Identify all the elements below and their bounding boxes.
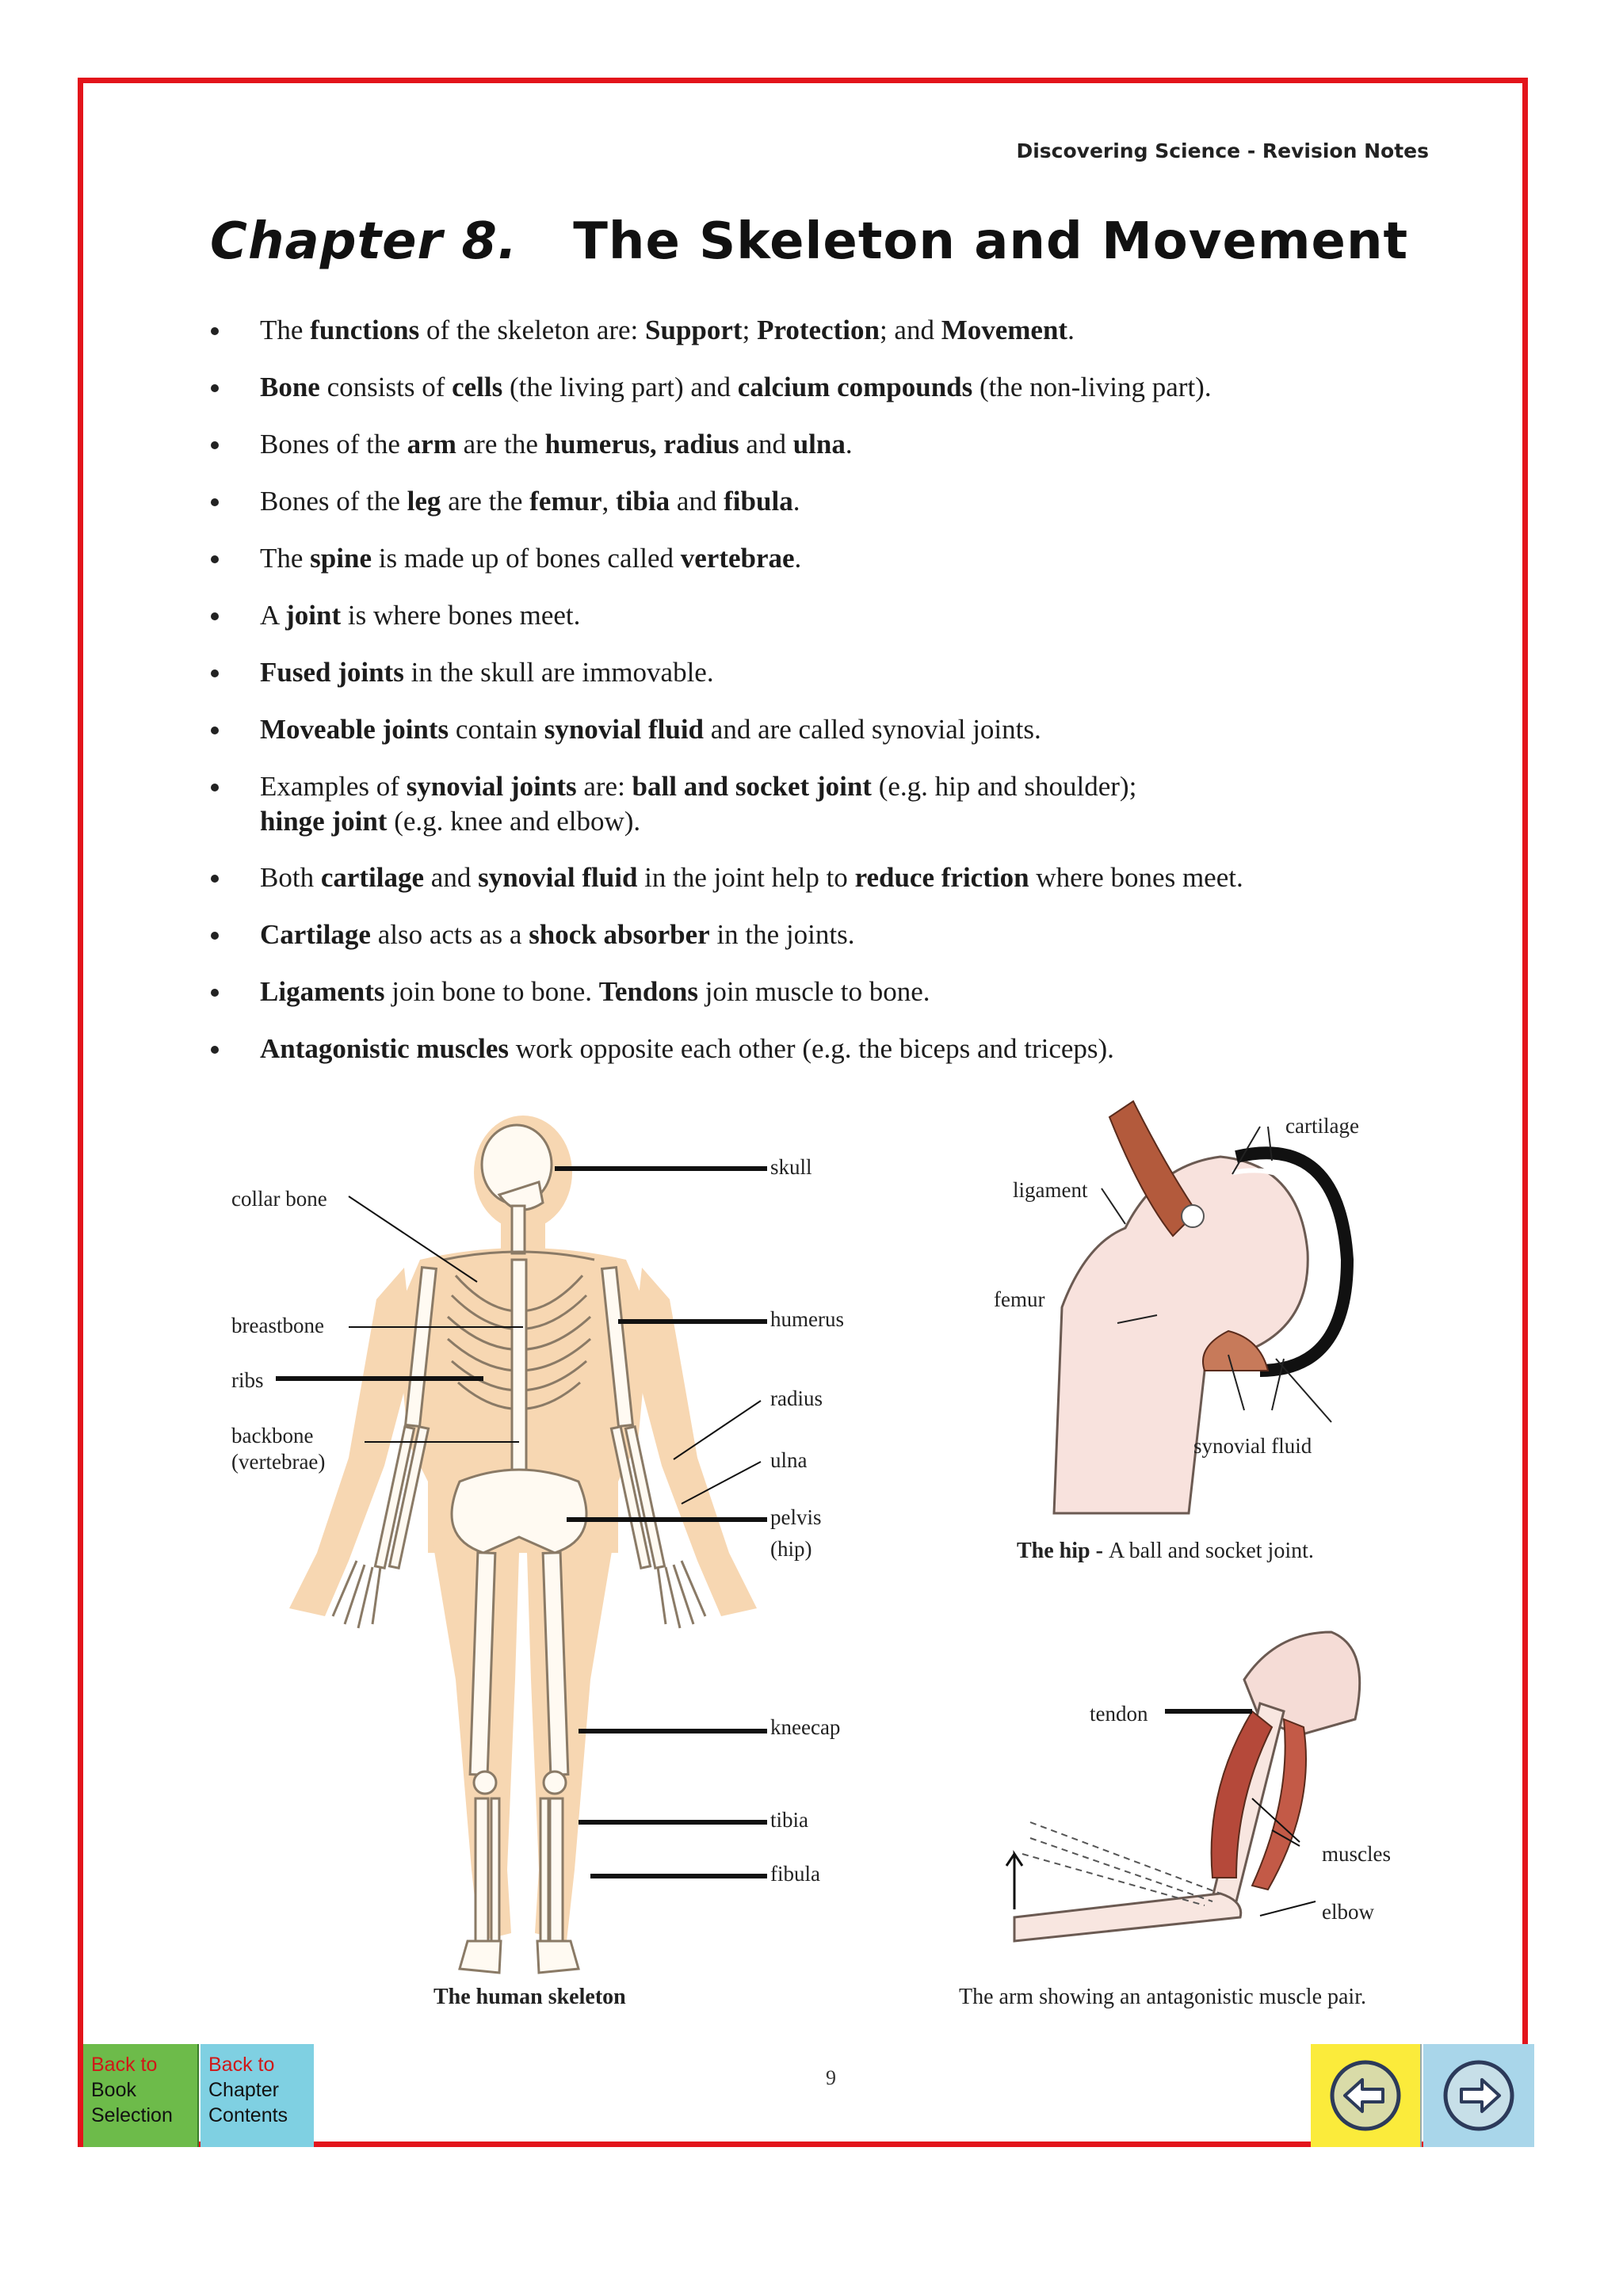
note-item: Fused joints in the skull are immovable. bbox=[204, 655, 1441, 712]
next-page-button[interactable] bbox=[1423, 2044, 1534, 2147]
previous-page-button[interactable] bbox=[1311, 2044, 1422, 2147]
label-vertebrae: (vertebrae) bbox=[231, 1450, 326, 1474]
note-item: Examples of synovial joints are: ball and socket joint (e.g. hip and shoulder); hinge joint (e.g. knee and elbow). bbox=[204, 769, 1441, 860]
page-number: 9 bbox=[826, 2066, 836, 2089]
note-item: Bone consists of cells (the living part) and calcium compounds (the non-living part). bbox=[204, 370, 1441, 427]
label-kneecap: kneecap bbox=[770, 1715, 841, 1739]
note-item: Antagonistic muscles work opposite each other (e.g. the biceps and triceps). bbox=[204, 1032, 1441, 1089]
revision-notes-list bbox=[204, 313, 1441, 1089]
arrow-right-icon bbox=[1441, 2058, 1517, 2134]
label-backbone: backbone bbox=[231, 1424, 314, 1447]
label-muscles: muscles bbox=[1322, 1842, 1391, 1866]
label-ribs: ribs bbox=[231, 1368, 264, 1392]
chapter-name: The Skeleton and Movement bbox=[573, 212, 1409, 271]
chapter-number: Chapter 8. bbox=[210, 212, 518, 271]
chapter-button-line1: Back to bbox=[208, 2054, 275, 2076]
label-synovial-fluid: synovial fluid bbox=[1193, 1434, 1312, 1458]
note-item: A joint is where bones meet. bbox=[204, 598, 1441, 655]
label-radius: radius bbox=[770, 1386, 823, 1410]
label-femur: femur bbox=[994, 1287, 1045, 1311]
caption-arm: The arm showing an antagonistic muscle pair. bbox=[959, 1985, 1366, 2009]
label-cartilage: cartilage bbox=[1285, 1114, 1359, 1138]
label-tendon: tendon bbox=[1090, 1702, 1148, 1726]
caption-hip: The hip - A ball and socket joint. bbox=[1017, 1539, 1314, 1563]
note-item: Ligaments join bone to bone. Tendons join muscle to bone. bbox=[204, 974, 1441, 1032]
arrow-left-icon bbox=[1327, 2058, 1403, 2134]
label-humerus: humerus bbox=[770, 1307, 844, 1331]
label-collar-bone: collar bone bbox=[231, 1187, 327, 1211]
book-button-line2: Book bbox=[91, 2079, 136, 2101]
chapter-title bbox=[210, 212, 1408, 271]
back-to-chapter-contents-button[interactable] bbox=[200, 2044, 314, 2147]
back-to-book-selection-button[interactable] bbox=[83, 2044, 199, 2147]
label-fibula: fibula bbox=[770, 1862, 820, 1886]
note-item: The functions of the skeleton are: Support; Protection; and Movement. bbox=[204, 313, 1441, 370]
label-elbow: elbow bbox=[1322, 1900, 1374, 1924]
label-ulna: ulna bbox=[770, 1448, 808, 1472]
label-hip: (hip) bbox=[770, 1537, 812, 1561]
note-item: Both cartilage and synovial fluid in the joint help to reduce friction where bones meet. bbox=[204, 860, 1441, 917]
label-breastbone: breastbone bbox=[231, 1314, 324, 1337]
label-pelvis: pelvis bbox=[770, 1505, 822, 1529]
note-item: Bones of the arm are the humerus, radius and ulna. bbox=[204, 427, 1441, 484]
note-item: Moveable joints contain synovial fluid and are called synovial joints. bbox=[204, 712, 1441, 769]
label-skull: skull bbox=[770, 1155, 812, 1179]
note-item: Cartilage also acts as a shock absorber in the joints. bbox=[204, 917, 1441, 974]
caption-skeleton: The human skeleton bbox=[433, 1985, 626, 2009]
label-tibia: tibia bbox=[770, 1808, 808, 1832]
chapter-button-line2: Chapter bbox=[208, 2079, 279, 2101]
label-ligament: ligament bbox=[1013, 1178, 1088, 1202]
book-button-line3: Selection bbox=[91, 2104, 173, 2126]
arm-illustration bbox=[999, 1616, 1442, 1981]
running-head: Discovering Science - Revision Notes bbox=[1016, 139, 1429, 162]
hip-joint-illustration bbox=[999, 1085, 1411, 1537]
chapter-button-line3: Contents bbox=[208, 2104, 288, 2126]
note-item: Bones of the leg are the femur, tibia and fibula. bbox=[204, 484, 1441, 541]
book-button-line1: Back to bbox=[91, 2054, 158, 2076]
note-item: The spine is made up of bones called vertebrae. bbox=[204, 541, 1441, 598]
